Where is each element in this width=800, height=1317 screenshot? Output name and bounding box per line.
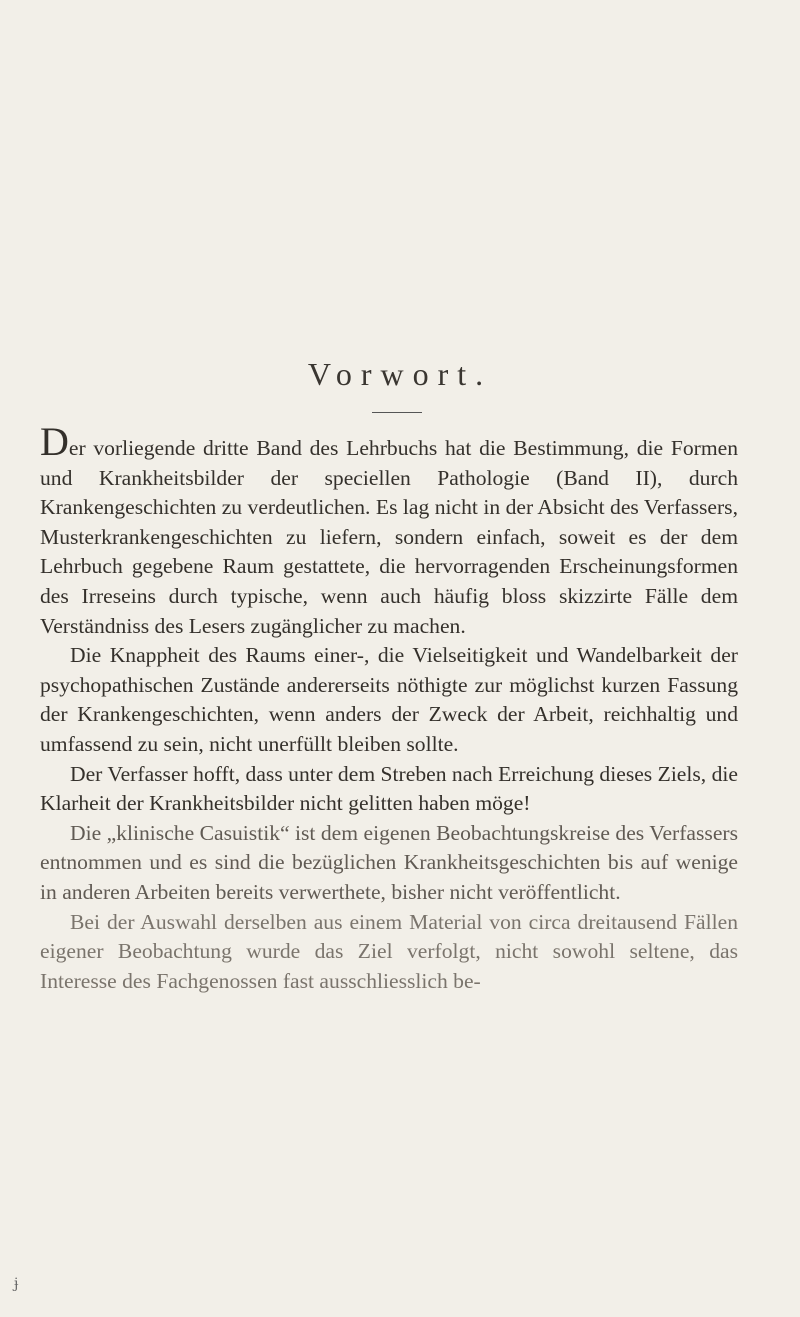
drop-cap: D — [40, 419, 69, 464]
paragraph-1-text: er vorliegende dritte Band des Lehrbuchs hat die Bestimmung, die Formen und Krankheitsbilder der speciellen Pathologie (Band II), durch Krankengeschichten zu verdeutlichen. Es lag nicht in der Absicht des Verfassers, Musterkrankengeschichten zu liefern, sondern einfach, soweit es der dem Lehrbuch gegebene Raum gestattete, die hervorragenden Erscheinungsformen des Irreseins durch typische, wenn auch häufig bloss skizzirte Fälle dem Verständniss des Lesers zugänglicher zu machen. — [40, 436, 738, 638]
paragraph-3: Der Verfasser hofft, dass unter dem Streben nach Erreichung dieses Ziels, die Klarheit der Krankheitsbilder nicht gelitten haben möge! — [40, 761, 738, 816]
title-rule — [372, 412, 422, 413]
preface-body — [40, 419, 738, 996]
paragraph-5: Bei der Auswahl derselben aus einem Material von circa dreitausend Fällen eigener Beobachtung wurde das Ziel verfolgt, nicht sowohl seltene, das Interesse des Fachgenossen fast ausschliesslich be- — [40, 909, 738, 993]
paragraph-1 — [40, 419, 738, 641]
paragraph-2: Die Knappheit des Raums einer-, die Vielseitigkeit und Wandelbarkeit der psychopathischen Zustände andererseits nöthigte zur möglichst kurzen Fassung der Krankengeschichten, wenn anders der Zweck der Arbeit, reichhaltig und umfassend zu sein, nicht unerfüllt bleiben sollte. — [40, 643, 738, 756]
page-title: Vorwort. — [307, 356, 493, 392]
margin-mark: ɉ — [14, 1276, 19, 1292]
paragraph-4: Die „klinische Casuistik“ ist dem eigenen Beobachtungskreise des Verfassers entnommen und es sind die bezüglichen Krankheitsgeschichten bis auf wenige in anderen Arbeiten bereits verwerthete, bisher nicht veröffentlicht. — [40, 820, 738, 904]
